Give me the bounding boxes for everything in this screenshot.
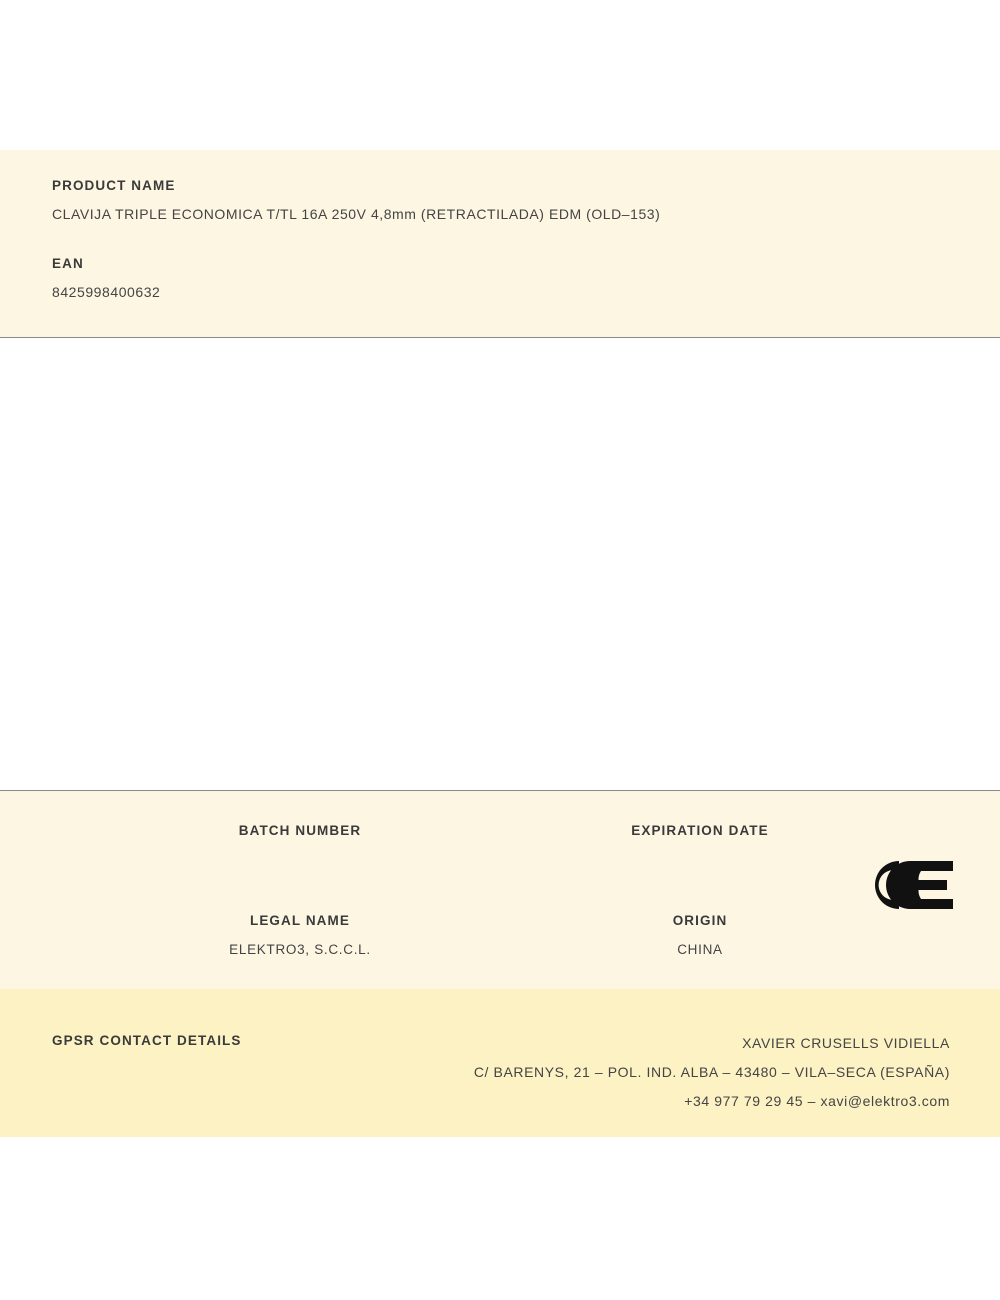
legal-name-value: ELEKTRO3, S.C.C.L. (229, 942, 371, 957)
gpsr-contact-name: XAVIER CRUSELLS VIDIELLA (742, 1035, 950, 1051)
ean-label: EAN (52, 256, 84, 271)
gpsr-label: GPSR CONTACT DETAILS (52, 1033, 242, 1048)
batch-number-field (150, 823, 450, 852)
product-name-label: PRODUCT NAME (52, 178, 176, 193)
origin-field (550, 913, 850, 957)
product-info-inner (0, 150, 1000, 300)
blank-content-area (0, 338, 1000, 790)
gpsr-contact-phone-email: +34 977 79 29 45 – xavi@elektro3.com (684, 1093, 950, 1109)
legal-name-field (150, 913, 450, 957)
ce-mark-icon (855, 855, 955, 915)
spacer (52, 222, 948, 256)
origin-value: CHINA (677, 942, 723, 957)
gpsr-contact-address: C/ BARENYS, 21 – POL. IND. ALBA – 43480 – VILA–SECA (ESPAÑA) (473, 1064, 950, 1080)
gpsr-contact-block (0, 989, 1000, 1137)
origin-label: ORIGIN (672, 913, 728, 928)
legal-name-label: LEGAL NAME (249, 913, 350, 928)
expiration-date-label: EXPIRATION DATE (631, 823, 769, 838)
expiration-date-field (550, 823, 850, 852)
details-block (0, 790, 1000, 989)
bottom-blank-area (0, 1137, 1000, 1300)
details-grid (0, 791, 1000, 989)
batch-number-label: BATCH NUMBER (238, 823, 362, 838)
product-info-block (0, 150, 1000, 338)
gpsr-contact-lines (474, 1029, 950, 1116)
ean-value: 8425998400632 (52, 284, 161, 300)
product-name-value: CLAVIJA TRIPLE ECONOMICA T/TL 16A 250V 4,8mm (RETRACTILADA) EDM (OLD–153) (52, 206, 661, 222)
